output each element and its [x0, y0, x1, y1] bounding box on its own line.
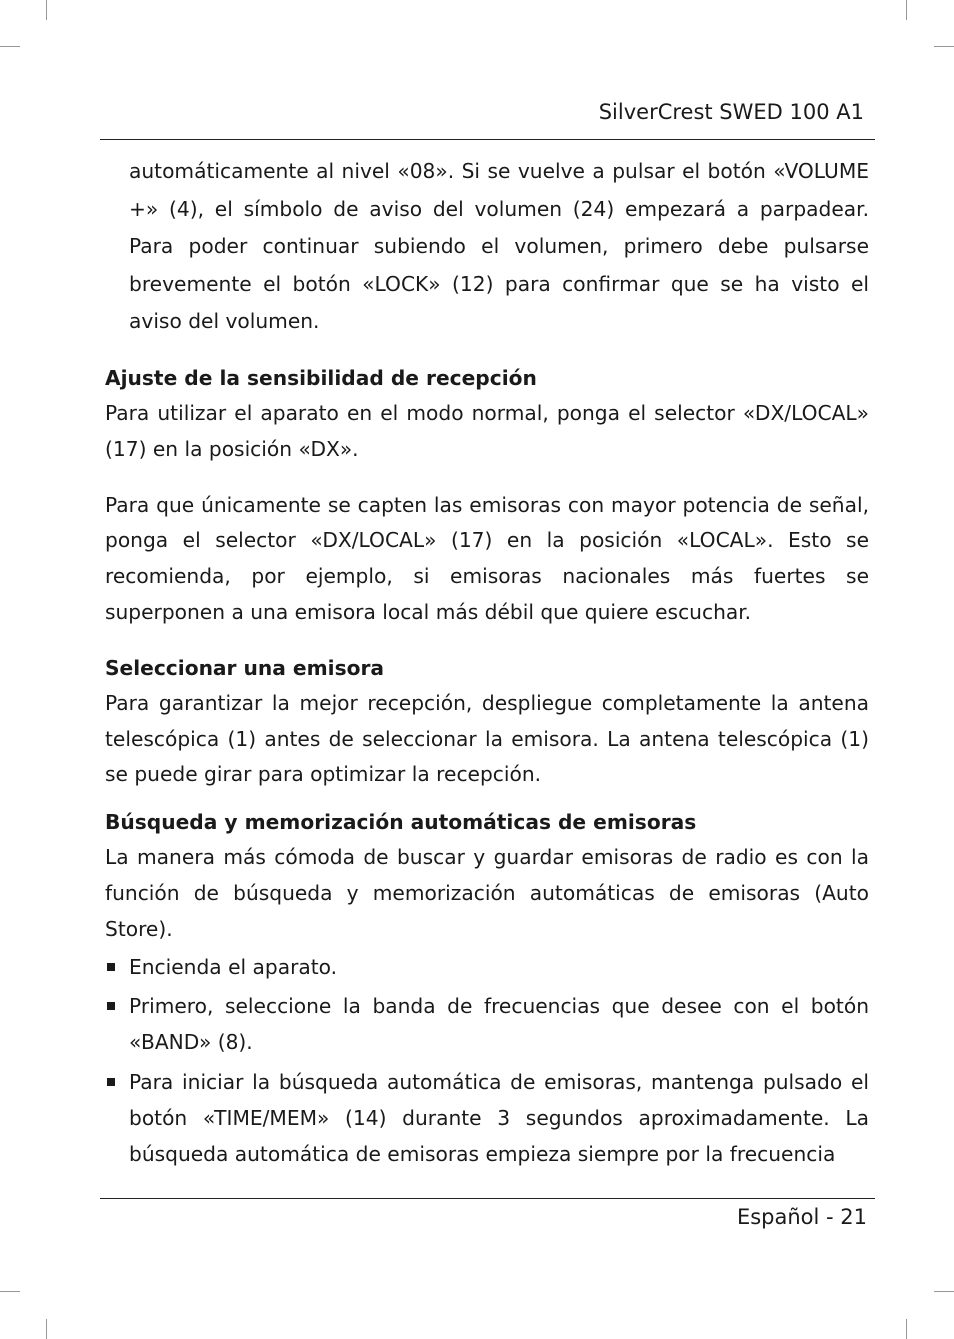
bullet-square-icon: [107, 1002, 115, 1010]
footer-rule: [100, 1198, 875, 1199]
section-heading: Seleccionar una emisora: [105, 655, 385, 680]
page-header: SilverCrest SWED 100 A1: [598, 100, 864, 124]
paragraph: Para que únicamente se capten las emisoras con mayor potencia de señal, ponga el selector «DX/LOCAL» (17) en la posición «LOCAL». Esto se recomienda, por ejemplo, si emisoras nacionales más fuertes se superponen a una emisora local más débil que quiere escuchar.: [105, 492, 869, 624]
list-item-text: Encienda el aparato.: [129, 954, 338, 979]
section-heading: Búsqueda y memorización automáticas de emisoras: [105, 810, 697, 835]
list-item: [105, 989, 869, 1061]
crop-mark: [906, 0, 907, 20]
list-item-text: Para iniciar la búsqueda automática de emisoras, mantenga pulsado el botón «TIME/MEM» (14) durante 3 segundos aproximadamente. La búsqueda automática de emisoras empieza siempre por la frecuencia: [129, 1069, 869, 1166]
paragraph: Para utilizar el aparato en el modo normal, ponga el selector «DX/LOCAL» (17) en la posición «DX».: [105, 400, 869, 461]
bullet-square-icon: [107, 963, 115, 971]
intro-paragraph: automáticamente al nivel «08». Si se vuelve a pulsar el botón «VOLUME +» (4), el símbolo de aviso del volumen (24) empezará a parpadear. Para poder continuar subiendo el volumen, primero debe pulsarse brevemente el botón «LOCK» (12) para confirmar que se ha visto el aviso del volumen.: [129, 159, 869, 334]
page-footer: Español - 21: [736, 1205, 867, 1229]
page-content: [105, 153, 869, 1172]
crop-mark: [46, 1319, 47, 1339]
list-item-text: Primero, seleccione la banda de frecuencias que desee con el botón «BAND» (8).: [129, 994, 869, 1055]
crop-mark: [934, 1291, 954, 1292]
list-item: [105, 950, 869, 986]
crop-mark: [0, 1291, 20, 1292]
crop-mark: [0, 46, 20, 47]
paragraph: Para garantizar la mejor recepción, despliegue completamente la antena telescópica (1) antes de seleccionar la emisora. La antena telescópica (1) se puede girar para optimizar la recepción.: [105, 690, 869, 787]
section-heading: Ajuste de la sensibilidad de recepción: [105, 365, 537, 390]
bullet-list: [105, 950, 869, 1173]
bullet-square-icon: [107, 1078, 115, 1086]
crop-mark: [934, 46, 954, 47]
paragraph: La manera más cómoda de buscar y guardar emisoras de radio es con la función de búsqueda y memorización automáticas de emisoras (Auto Store).: [105, 845, 869, 941]
crop-mark: [46, 0, 47, 20]
crop-mark: [906, 1319, 907, 1339]
header-rule: [100, 139, 875, 140]
list-item: [105, 1065, 869, 1172]
